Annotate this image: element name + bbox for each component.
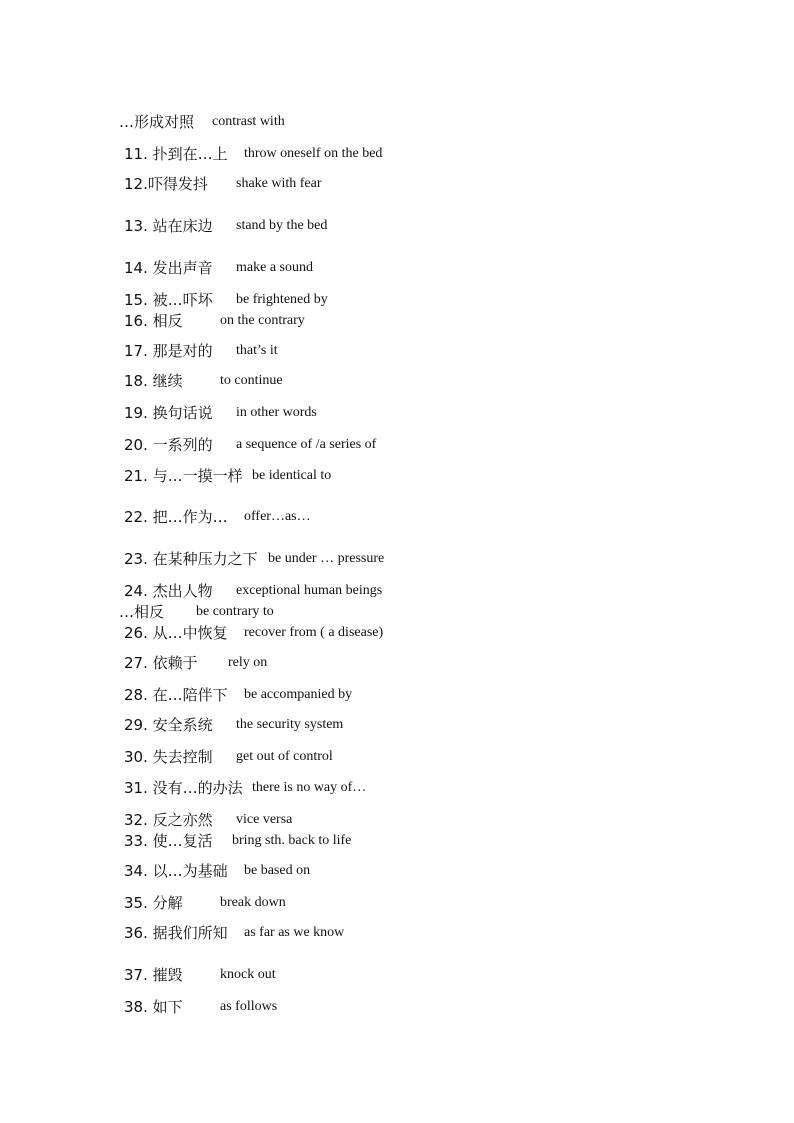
chinese-phrase: 33. 使…复活: [124, 832, 213, 850]
english-phrase: the security system: [236, 717, 344, 732]
english-phrase: get out of control: [236, 749, 333, 764]
english-phrase: in other words: [236, 405, 317, 420]
english-phrase: to continue: [220, 373, 283, 388]
chinese-phrase: 32. 反之亦然: [124, 811, 213, 829]
chinese-phrase: 38. 如下: [124, 998, 183, 1016]
chinese-phrase: 28. 在…陪伴下: [124, 686, 228, 704]
chinese-phrase: 13. 站在床边: [124, 217, 213, 235]
chinese-phrase: 23. 在某种压力之下: [124, 550, 258, 568]
chinese-phrase: 27. 依赖于: [124, 654, 198, 672]
chinese-phrase: 22. 把…作为…: [124, 508, 228, 526]
chinese-phrase: 11. 扑到在…上: [124, 145, 228, 163]
english-phrase: vice versa: [236, 812, 293, 827]
english-phrase: exceptional human beings: [236, 583, 383, 598]
chinese-phrase: 12.吓得发抖: [124, 175, 208, 193]
chinese-phrase: 19. 换句话说: [124, 404, 213, 422]
english-phrase: knock out: [220, 967, 276, 982]
english-phrase: contrast with: [212, 114, 285, 129]
english-phrase: bring sth. back to life: [232, 833, 352, 848]
english-phrase: be identical to: [252, 468, 332, 483]
chinese-phrase: 34. 以…为基础: [124, 862, 228, 880]
english-phrase: make a sound: [236, 260, 313, 275]
chinese-phrase: 15. 被…吓坏: [124, 291, 213, 309]
chinese-phrase: …相反: [119, 603, 165, 621]
chinese-phrase: 21. 与…一摸一样: [124, 467, 243, 485]
english-phrase: be frightened by: [236, 292, 328, 307]
chinese-phrase: 36. 据我们所知: [124, 924, 228, 942]
chinese-phrase: 35. 分解: [124, 894, 183, 912]
chinese-phrase: 26. 从…中恢复: [124, 624, 228, 642]
english-phrase: break down: [220, 895, 286, 910]
english-phrase: stand by the bed: [236, 218, 328, 233]
english-phrase: be under … pressure: [268, 551, 385, 566]
english-phrase: offer…as…: [244, 509, 311, 524]
english-phrase: as follows: [220, 999, 278, 1014]
chinese-phrase: 14. 发出声音: [124, 259, 213, 277]
chinese-phrase: 20. 一系列的: [124, 436, 213, 454]
english-phrase: recover from ( a disease): [244, 625, 384, 640]
english-phrase: as far as we know: [244, 925, 345, 940]
chinese-phrase: 30. 失去控制: [124, 748, 213, 766]
chinese-phrase: 17. 那是对的: [124, 342, 213, 360]
english-phrase: a sequence of /a series of: [236, 437, 377, 452]
chinese-phrase: 37. 摧毁: [124, 966, 183, 984]
chinese-phrase: 16. 相反: [124, 312, 183, 330]
english-phrase: there is no way of…: [252, 780, 367, 795]
english-phrase: throw oneself on the bed: [244, 146, 383, 161]
chinese-phrase: 31. 没有…的办法: [124, 779, 243, 797]
english-phrase: rely on: [228, 655, 268, 670]
english-phrase: that’s it: [236, 343, 278, 358]
chinese-phrase: 29. 安全系统: [124, 716, 213, 734]
chinese-phrase: …形成对照: [119, 113, 195, 131]
english-phrase: be contrary to: [196, 604, 274, 619]
chinese-phrase: 18. 继续: [124, 372, 183, 390]
english-phrase: on the contrary: [220, 313, 305, 328]
english-phrase: be accompanied by: [244, 687, 353, 702]
english-phrase: shake with fear: [236, 176, 322, 191]
chinese-phrase: 24. 杰出人物: [124, 582, 213, 600]
english-phrase: be based on: [244, 863, 311, 878]
